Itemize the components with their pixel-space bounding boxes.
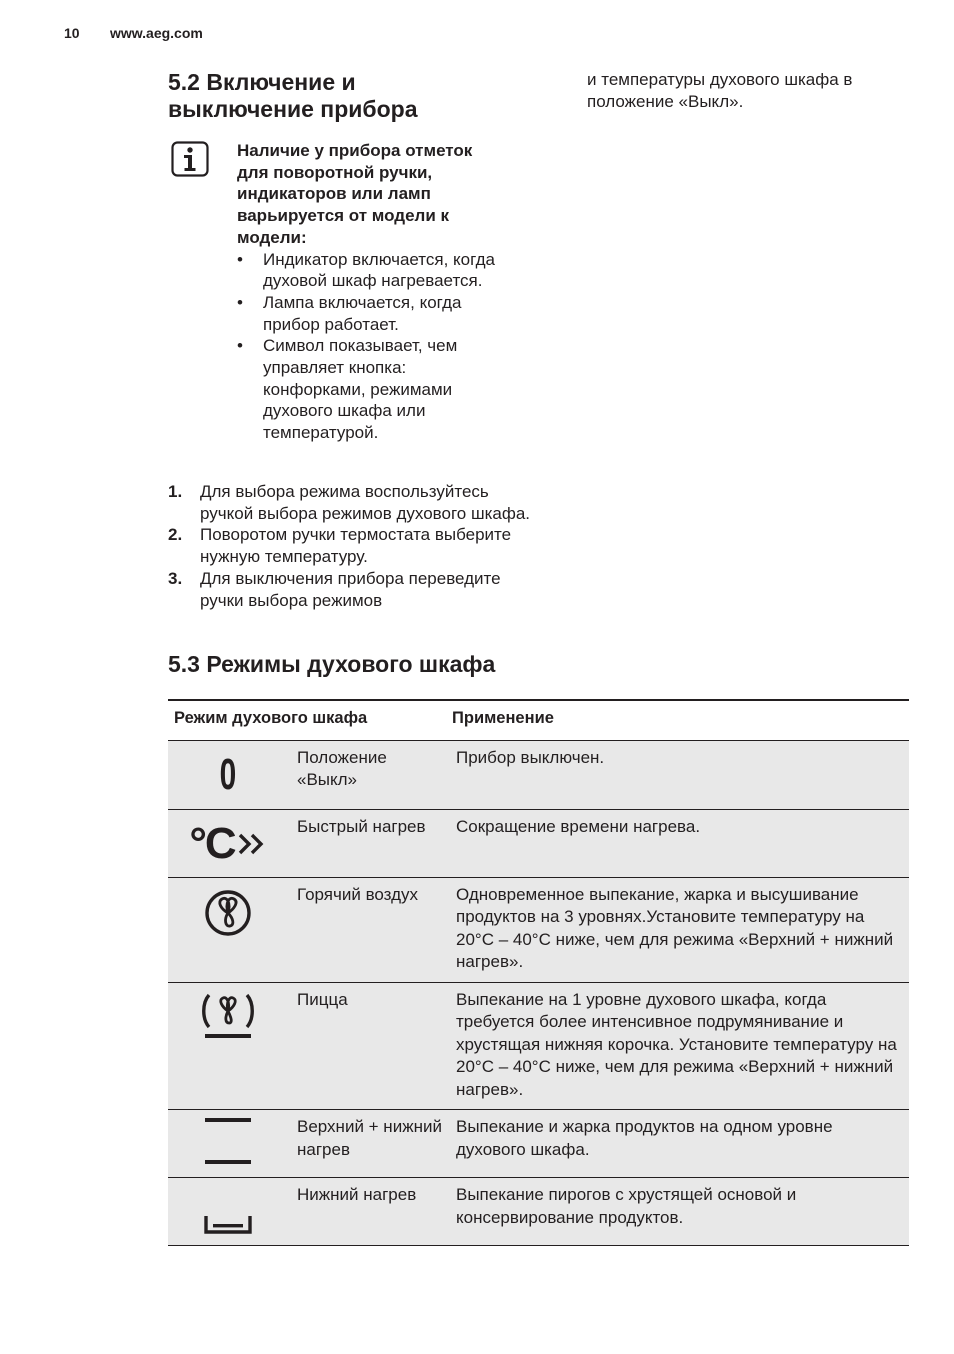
fast-heat-icon: °C [189,818,235,868]
step-text: Поворотом ручки термостата выберите нужную температуру. [200,525,512,567]
mode-icon-cell [168,1110,288,1178]
mode-name: Пицца [288,982,446,1110]
mode-usage: Выпекание и жарка продуктов на одном уровне духового шкафа. [446,1110,909,1178]
step-continuation: и температуры духового шкафа в положение «Выкл». [587,70,853,111]
table-row [168,877,909,982]
mode-icon-cell [168,740,288,809]
col-mode-header: Режим духового шкафа [168,700,446,740]
col-usage-header: Применение [446,700,909,740]
table-row [168,1178,909,1246]
note-heading: Наличие у прибора отметок для поворотной ручки, индикаторов или ламп варьируется от модели к модели: [237,141,473,247]
section-5-3-title: 5.3 Режимы духового шкафа [168,651,496,677]
table-row [168,740,909,809]
pizza-mode-icon [200,991,256,1041]
mode-name: Нижний нагрев [288,1178,446,1246]
mode-name: Быстрый нагрев [288,809,446,877]
list-item: • Символ показывает, чем управляет кнопка: конфорками, режимами духового шкафа или температурой. [237,335,497,444]
section-5-2-title: 5.2 Включение и выключение прибора [168,69,418,122]
mode-name: Верхний + нижний нагрев [288,1110,446,1178]
mode-icon-cell [168,877,288,982]
table-row [168,1110,909,1178]
step-item [168,568,538,611]
mode-icon-cell [168,1178,288,1246]
oven-modes-table [168,699,909,1246]
bottom-heat-icon [203,1186,253,1238]
list-item: • Индикатор включается, когда духовой шкаф нагревается. [237,249,497,292]
mode-usage: Прибор выключен. [446,740,909,809]
fan-icon [203,888,253,938]
step-item [168,481,538,524]
mode-name: Положение «Выкл» [288,740,446,809]
mode-usage: Выпекание пирогов с хрустящей основой и консервирование продуктов. [446,1178,909,1246]
steps-list [168,481,538,611]
list-item: • Лампа включается, когда прибор работает. [237,292,497,335]
info-note [237,140,497,444]
info-icon [171,141,209,177]
mode-usage: Сокращение времени нагрева. [446,809,909,877]
mode-icon-cell [168,809,288,877]
step-number: 3. [168,568,183,588]
note-bullet-list [237,249,497,444]
top-bottom-heat-icon [203,1116,253,1168]
table-row [168,809,909,877]
step-number: 2. [168,525,183,545]
table-header-row [168,700,909,740]
step-text: Для выбора режима воспользуйтесь ручкой выбора режимов духового шкафа. [200,482,531,523]
table-row [168,982,909,1110]
page-number: 10 [64,25,80,41]
mode-name: Горячий воздух [288,877,446,982]
step-item [168,524,538,567]
mode-usage: Выпекание на 1 уровне духового шкафа, когда требуется более интенсивное подрумянивание и хрустящая нижняя корочка. Установите температуру на 20°C – 40°C ниже, чем для режима «Верхний + нижний нагрев». [446,982,909,1110]
off-position-icon: 0 [219,749,237,799]
double-chevron-icon [237,832,267,856]
mode-usage: Одновременное выпекание, жарка и высушивание продуктов на 3 уровнях.Установите температуру на 20°C – 40°C ниже, чем для режима «Верхний + нижний нагрев». [446,877,909,982]
mode-icon-cell [168,982,288,1110]
step-number: 1. [168,482,183,501]
step-text: Для выключения прибора переведите ручки выбора режимов [200,568,501,610]
website-url: www.aeg.com [110,25,203,41]
